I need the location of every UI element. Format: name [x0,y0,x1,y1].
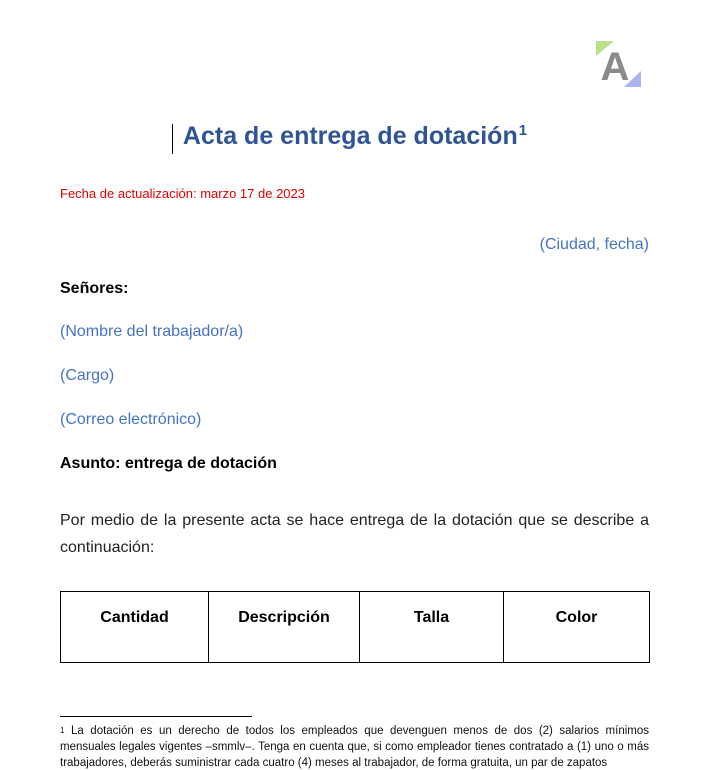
delivery-table[interactable] [60,591,650,663]
position-placeholder[interactable]: (Cargo) [60,367,115,384]
document-title[interactable] [0,122,710,151]
update-date[interactable]: Fecha de actualización: marzo 17 de 2023 [60,186,305,201]
table-header-row [61,592,650,663]
worker-name-placeholder[interactable]: (Nombre del trabajador/a) [60,323,244,340]
svg-text:A: A [600,45,630,88]
footnote-text[interactable]: La dotación es un derecho de todos los empleados que devenguen menos de dos (2) salarios mínimos mensuales legales vigentes –smmlv–. Tenga en cuenta que, si como empleador tienes contratado a (1) uno o más trabajadores, deberás suministrar cada cuatro (4) meses al trabajador, de forma gratuita, un par de zapatos [60,725,650,769]
footnote-marker: 1 [60,726,65,735]
header-quantity[interactable]: Cantidad [61,592,209,663]
city-date-placeholder[interactable]: (Ciudad, fecha) [539,236,649,253]
header-description[interactable]: Descripción [209,592,360,663]
header-color[interactable]: Color [504,592,650,663]
intro-paragraph[interactable]: Por medio de la presente acta se hace entrega de la dotación que se describe a continuación: [60,512,649,556]
subject-line[interactable]: Asunto: entrega de dotación [60,455,277,472]
document-title-text[interactable]: Acta de entrega de dotación [182,122,518,150]
footnote[interactable] [60,723,649,770]
actualicese-logo-icon [595,40,643,88]
footnote-separator [60,716,252,717]
header-size[interactable]: Talla [360,592,504,663]
salutation[interactable]: Señores: [60,280,129,297]
title-footnote-marker[interactable]: 1 [518,122,528,139]
email-placeholder[interactable]: (Correo electrónico) [60,411,202,428]
